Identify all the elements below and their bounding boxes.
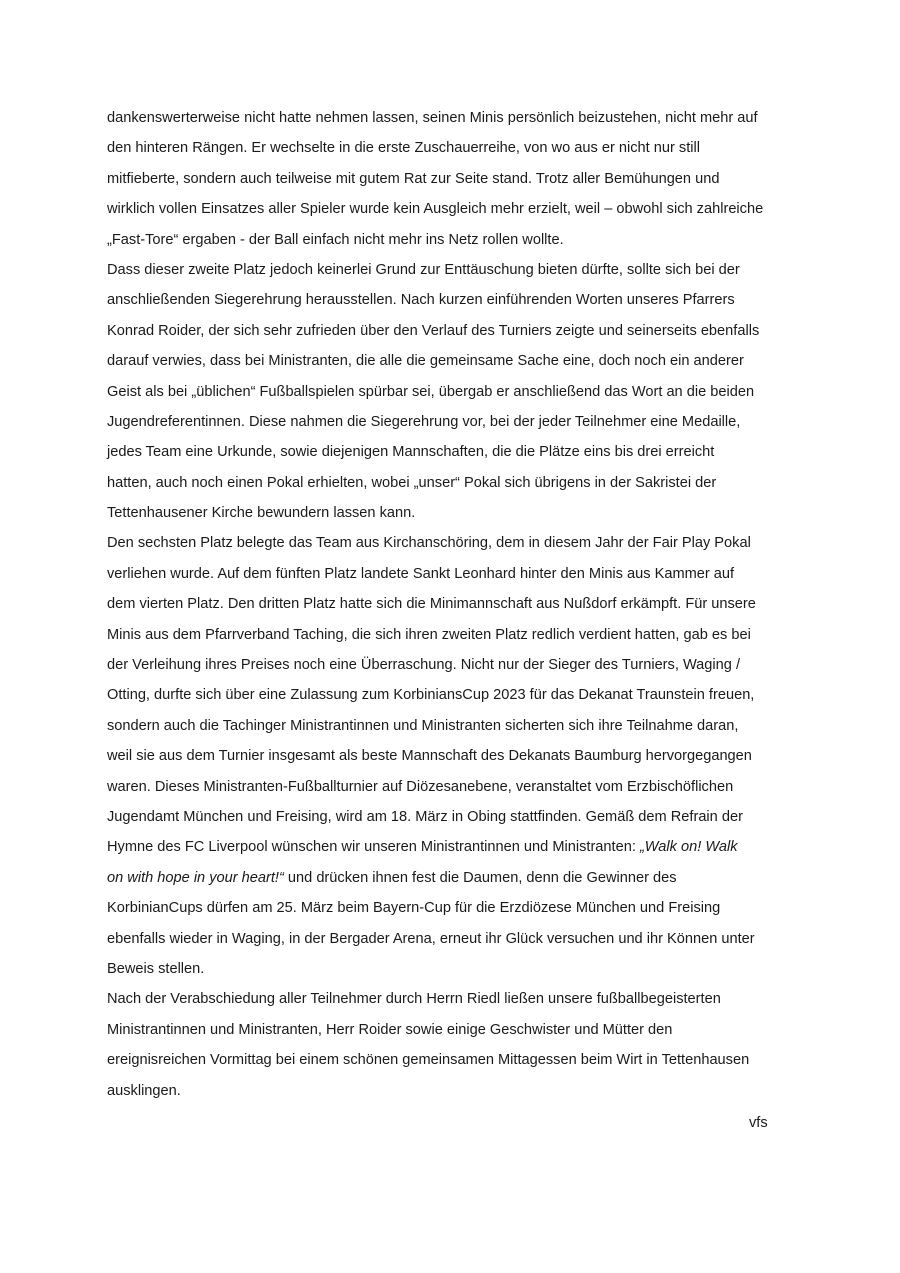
- text-line: Otting, durfte sich über eine Zulassung zum KorbiniansCup 2023 für das Dekanat Traunstein freuen,: [107, 687, 755, 704]
- text-line: Dass dieser zweite Platz jedoch keinerlei Grund zur Enttäuschung bieten dürfte, sollte sich bei der: [107, 261, 740, 278]
- text-line: hatten, auch noch einen Pokal erhielten, wobei „unser“ Pokal sich übrigens in der Sakristei der: [107, 474, 717, 491]
- text-line: ereignisreichen Vormittag bei einem schönen gemeinsamen Mittagessen beim Wirt in Tettenhausen: [107, 1052, 750, 1069]
- text-line: Jugendamt München und Freising, wird am 18. März in Obing stattfinden. Gemäß dem Refrain der: [107, 808, 743, 825]
- text-line: Konrad Roider, der sich sehr zufrieden über den Verlauf des Turniers zeigte und seinerseits ebenfalls: [107, 322, 760, 339]
- text-line: Ministrantinnen und Ministranten, Herr Roider sowie einige Geschwister und Mütter den: [107, 1021, 673, 1038]
- text-line: [107, 863, 797, 893]
- text-line: mitfieberte, sondern auch teilweise mit gutem Rat zur Seite stand. Trotz aller Bemühungen und: [107, 170, 720, 187]
- text-segment: und drücken ihnen fest die Daumen, denn die Gewinner des: [283, 869, 677, 886]
- quote-italic: on with hope in your heart!“: [107, 869, 284, 886]
- text-line: ausklingen.: [107, 1082, 181, 1099]
- author-signature: vfs: [749, 1115, 768, 1131]
- text-line: ebenfalls wieder in Waging, in der Bergader Arena, erneut ihr Glück versuchen und ihr Können unter: [107, 930, 755, 947]
- text-line: dankenswerterweise nicht hatte nehmen lassen, seinen Minis persönlich beizustehen, nicht mehr auf: [107, 110, 758, 126]
- text-line: der Verleihung ihres Preises noch eine Überraschung. Nicht nur der Sieger des Turniers, Waging /: [107, 657, 740, 674]
- text-line: Nach der Verabschiedung aller Teilnehmer durch Herrn Riedl ließen unsere fußballbegeisterten: [107, 991, 721, 1008]
- text-line: „Fast-Tore“ ergaben - der Ball einfach nicht mehr ins Netz rollen wollte.: [107, 231, 564, 248]
- text-line: KorbinianCups dürfen am 25. März beim Bayern-Cup für die Erzdiözese München und Freising: [107, 900, 721, 917]
- text-line: sondern auch die Tachinger Ministrantinnen und Ministranten sicherten sich ihre Teilnahme daran,: [107, 717, 739, 734]
- text-line: Beweis stellen.: [107, 960, 205, 977]
- text-line: verliehen wurde. Auf dem fünften Platz landete Sankt Leonhard hinter den Minis aus Kammer auf: [107, 565, 735, 582]
- text-line: jedes Team eine Urkunde, sowie diejenigen Mannschaften, die die Plätze eins bis drei erreicht: [107, 444, 715, 461]
- text-line: Den sechsten Platz belegte das Team aus Kirchanschöring, dem in diesem Jahr der Fair Play Pokal: [107, 535, 751, 552]
- quote-italic: „Walk on! Walk: [639, 839, 738, 856]
- text-line: darauf verwies, dass bei Ministranten, die alle die gemeinsame Sache eine, doch noch ein anderer: [107, 353, 744, 370]
- text-line: Jugendreferentinnen. Diese nahmen die Siegerehrung vor, bei der jeder Teilnehmer eine Medaille,: [107, 413, 741, 430]
- article-body: [107, 103, 797, 1106]
- text-line: Geist als bei „üblichen“ Fußballspielen spürbar sei, übergab er anschließend das Wort an die beiden: [107, 383, 755, 400]
- text-line: dem vierten Platz. Den dritten Platz hatte sich die Minimannschaft aus Nußdorf erkämpft. Für unsere: [107, 596, 756, 613]
- text-line: waren. Dieses Ministranten-Fußballturnier auf Diözesanebene, veranstaltet vom Erzbischöflichen: [107, 778, 734, 795]
- text-line: weil sie aus dem Turnier insgesamt als beste Mannschaft des Dekanats Baumburg hervorgegangen: [107, 748, 752, 765]
- text-line: Minis aus dem Pfarrverband Taching, die sich ihren zweiten Platz redlich verdient hatten, gab es bei: [107, 626, 751, 643]
- text-line: anschließenden Siegerehrung herausstellen. Nach kurzen einführenden Worten unseres Pfarrers: [107, 292, 735, 309]
- text-line: Tettenhausener Kirche bewundern lassen kann.: [107, 505, 416, 522]
- text-segment: Hymne des FC Liverpool wünschen wir unseren Ministrantinnen und Ministranten:: [107, 839, 640, 856]
- text-line: [107, 832, 797, 862]
- text-line: den hinteren Rängen. Er wechselte in die erste Zuschauerreihe, von wo aus er nicht nur still: [107, 140, 700, 157]
- text-line: wirklich vollen Einsatzes aller Spieler wurde kein Ausgleich mehr erzielt, weil – obwohl sich zahlreiche: [107, 201, 764, 218]
